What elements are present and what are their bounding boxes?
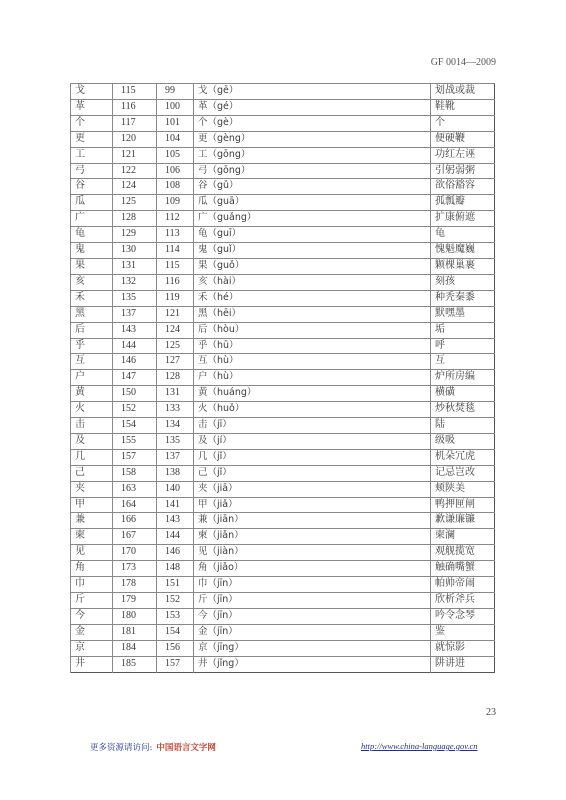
cell-index-b: 152 (157, 593, 194, 609)
cell-index-a: 131 (113, 258, 157, 274)
cell-example-chars: 机朵冗虎 (431, 449, 495, 465)
cell-index-a: 143 (113, 322, 157, 338)
table-row (71, 227, 495, 243)
cell-component-pinyin: 己（jǐ） (194, 465, 431, 481)
cell-component: 己 (71, 465, 113, 481)
cell-index-b: 100 (157, 99, 194, 115)
table-row (71, 577, 495, 593)
table-row (71, 84, 495, 100)
cell-index-b: 135 (157, 433, 194, 449)
cell-component-pinyin: 工（gōng） (194, 147, 431, 163)
cell-example-chars: 柬澜 (431, 529, 495, 545)
cell-index-a: 121 (113, 147, 157, 163)
cell-index-b: 131 (157, 386, 194, 402)
cell-component: 戈 (71, 84, 113, 100)
cell-index-a: 179 (113, 593, 157, 609)
cell-index-a: 157 (113, 449, 157, 465)
cell-component-pinyin: 亥（hài） (194, 274, 431, 290)
cell-example-chars: 引躬弱粥 (431, 163, 495, 179)
cell-index-b: 101 (157, 115, 194, 131)
cell-component: 广 (71, 211, 113, 227)
cell-example-chars: 鸭押匣闸 (431, 497, 495, 513)
cell-example-chars: 颊陕美 (431, 481, 495, 497)
cell-component: 工 (71, 147, 113, 163)
cell-index-a: 129 (113, 227, 157, 243)
cell-index-b: 115 (157, 258, 194, 274)
footer-prompt: 更多资源请访问: (90, 743, 153, 753)
cell-component: 甲 (71, 497, 113, 513)
cell-index-b: 137 (157, 449, 194, 465)
cell-index-a: 184 (113, 640, 157, 656)
table-row (71, 211, 495, 227)
cell-example-chars: 划战或裁 (431, 84, 495, 100)
cell-example-chars: 观舰揽宽 (431, 545, 495, 561)
cell-index-a: 120 (113, 131, 157, 147)
footer-brand: 中国语言文字网 (156, 743, 216, 753)
table-row (71, 402, 495, 418)
table-row (71, 656, 495, 672)
cell-example-chars: 愧魁魔巍 (431, 243, 495, 259)
footer-resource-note (90, 741, 216, 753)
cell-index-b: 114 (157, 243, 194, 259)
character-table (70, 83, 495, 673)
cell-index-b: 113 (157, 227, 194, 243)
cell-component: 金 (71, 624, 113, 640)
character-table-container (70, 83, 494, 673)
cell-component: 亥 (71, 274, 113, 290)
table-row (71, 640, 495, 656)
cell-component-pinyin: 广（guǎng） (194, 211, 431, 227)
cell-component-pinyin: 京（jīng） (194, 640, 431, 656)
cell-component: 个 (71, 115, 113, 131)
cell-component-pinyin: 黄（huáng） (194, 386, 431, 402)
cell-index-b: 127 (157, 354, 194, 370)
cell-index-a: 167 (113, 529, 157, 545)
cell-component: 京 (71, 640, 113, 656)
cell-component: 见 (71, 545, 113, 561)
cell-index-a: 147 (113, 370, 157, 386)
cell-component: 巾 (71, 577, 113, 593)
cell-component: 火 (71, 402, 113, 418)
cell-component: 果 (71, 258, 113, 274)
cell-component: 乎 (71, 338, 113, 354)
cell-example-chars: 呼 (431, 338, 495, 354)
cell-index-b: 116 (157, 274, 194, 290)
cell-example-chars: 炉所房编 (431, 370, 495, 386)
cell-component: 禾 (71, 290, 113, 306)
cell-index-b: 109 (157, 195, 194, 211)
cell-example-chars: 横磺 (431, 386, 495, 402)
cell-example-chars: 扩康俯遮 (431, 211, 495, 227)
cell-component-pinyin: 甲（jiǎ） (194, 497, 431, 513)
table-row (71, 243, 495, 259)
cell-example-chars: 记忌岂改 (431, 465, 495, 481)
cell-index-b: 99 (157, 84, 194, 100)
cell-index-a: 124 (113, 179, 157, 195)
cell-component-pinyin: 谷（gǔ） (194, 179, 431, 195)
cell-component-pinyin: 禾（hé） (194, 290, 431, 306)
table-row (71, 418, 495, 434)
cell-index-a: 180 (113, 608, 157, 624)
cell-component-pinyin: 火（huǒ） (194, 402, 431, 418)
cell-component-pinyin: 互（hù） (194, 354, 431, 370)
cell-component: 弓 (71, 163, 113, 179)
cell-index-b: 156 (157, 640, 194, 656)
cell-index-a: 158 (113, 465, 157, 481)
cell-component: 角 (71, 561, 113, 577)
cell-index-a: 116 (113, 99, 157, 115)
cell-index-b: 128 (157, 370, 194, 386)
table-row (71, 274, 495, 290)
table-row (71, 370, 495, 386)
cell-component: 后 (71, 322, 113, 338)
table-row (71, 131, 495, 147)
table-row (71, 433, 495, 449)
cell-component-pinyin: 见（jiàn） (194, 545, 431, 561)
table-row (71, 99, 495, 115)
cell-component: 谷 (71, 179, 113, 195)
cell-example-chars: 级吸 (431, 433, 495, 449)
cell-index-b: 144 (157, 529, 194, 545)
table-row (71, 513, 495, 529)
cell-component-pinyin: 乎（hū） (194, 338, 431, 354)
cell-component-pinyin: 柬（jiǎn） (194, 529, 431, 545)
cell-index-b: 108 (157, 179, 194, 195)
cell-index-a: 150 (113, 386, 157, 402)
table-row (71, 354, 495, 370)
cell-component-pinyin: 及（jí） (194, 433, 431, 449)
cell-example-chars: 颗棵巢裹 (431, 258, 495, 274)
cell-index-a: 178 (113, 577, 157, 593)
table-row (71, 179, 495, 195)
table-row (71, 306, 495, 322)
cell-component-pinyin: 今（jīn） (194, 608, 431, 624)
cell-index-a: 155 (113, 433, 157, 449)
table-row (71, 545, 495, 561)
cell-component-pinyin: 兼（jiān） (194, 513, 431, 529)
cell-index-b: 157 (157, 656, 194, 672)
cell-component-pinyin: 角（jiǎo） (194, 561, 431, 577)
page-number: 23 (486, 707, 496, 718)
table-row (71, 290, 495, 306)
cell-index-a: 137 (113, 306, 157, 322)
cell-example-chars: 就惊影 (431, 640, 495, 656)
cell-index-b: 143 (157, 513, 194, 529)
cell-example-chars: 阱讲进 (431, 656, 495, 672)
cell-index-a: 132 (113, 274, 157, 290)
cell-component-pinyin: 戈（gē） (194, 84, 431, 100)
cell-example-chars: 触确嘴蟹 (431, 561, 495, 577)
cell-index-a: 122 (113, 163, 157, 179)
cell-component: 革 (71, 99, 113, 115)
cell-example-chars: 功红左诬 (431, 147, 495, 163)
table-row (71, 338, 495, 354)
cell-index-b: 141 (157, 497, 194, 513)
cell-index-b: 148 (157, 561, 194, 577)
cell-index-b: 151 (157, 577, 194, 593)
cell-index-a: 117 (113, 115, 157, 131)
cell-index-a: 146 (113, 354, 157, 370)
cell-component-pinyin: 金（jīn） (194, 624, 431, 640)
cell-index-a: 125 (113, 195, 157, 211)
cell-index-b: 124 (157, 322, 194, 338)
cell-index-a: 181 (113, 624, 157, 640)
table-row (71, 258, 495, 274)
cell-index-a: 152 (113, 402, 157, 418)
cell-index-b: 105 (157, 147, 194, 163)
cell-index-b: 138 (157, 465, 194, 481)
cell-component-pinyin: 斤（jīn） (194, 593, 431, 609)
cell-index-a: 115 (113, 84, 157, 100)
cell-component: 黑 (71, 306, 113, 322)
cell-index-b: 104 (157, 131, 194, 147)
cell-component: 户 (71, 370, 113, 386)
cell-component: 瓜 (71, 195, 113, 211)
standard-code: GF 0014—2009 (430, 57, 496, 68)
cell-index-b: 112 (157, 211, 194, 227)
table-row (71, 115, 495, 131)
cell-component: 柬 (71, 529, 113, 545)
cell-component-pinyin: 击（jī） (194, 418, 431, 434)
table-row (71, 608, 495, 624)
table-row (71, 529, 495, 545)
cell-component: 更 (71, 131, 113, 147)
cell-example-chars: 龟 (431, 227, 495, 243)
table-row (71, 449, 495, 465)
cell-component-pinyin: 后（hòu） (194, 322, 431, 338)
cell-index-a: 135 (113, 290, 157, 306)
cell-example-chars: 帕帅帝闹 (431, 577, 495, 593)
cell-index-b: 134 (157, 418, 194, 434)
cell-index-a: 170 (113, 545, 157, 561)
cell-example-chars: 鞋靴 (431, 99, 495, 115)
cell-index-a: 163 (113, 481, 157, 497)
cell-component: 互 (71, 354, 113, 370)
cell-example-chars: 陆 (431, 418, 495, 434)
cell-index-a: 144 (113, 338, 157, 354)
cell-example-chars: 孤瓢瓣 (431, 195, 495, 211)
cell-component: 及 (71, 433, 113, 449)
cell-index-b: 146 (157, 545, 194, 561)
cell-example-chars: 炒秋焚毯 (431, 402, 495, 418)
table-row (71, 465, 495, 481)
cell-index-a: 164 (113, 497, 157, 513)
cell-component-pinyin: 巾（jīn） (194, 577, 431, 593)
cell-example-chars: 默嘿墨 (431, 306, 495, 322)
table-row (71, 593, 495, 609)
cell-component-pinyin: 更（gèng） (194, 131, 431, 147)
cell-component-pinyin: 鬼（guǐ） (194, 243, 431, 259)
cell-example-chars: 垢 (431, 322, 495, 338)
cell-component-pinyin: 户（hù） (194, 370, 431, 386)
cell-index-a: 166 (113, 513, 157, 529)
cell-example-chars: 种秃秦黍 (431, 290, 495, 306)
cell-component-pinyin: 龟（guī） (194, 227, 431, 243)
cell-example-chars: 欲俗豁容 (431, 179, 495, 195)
cell-component-pinyin: 几（jǐ） (194, 449, 431, 465)
cell-component: 鬼 (71, 243, 113, 259)
table-row (71, 147, 495, 163)
table-row (71, 481, 495, 497)
cell-component: 斤 (71, 593, 113, 609)
cell-component-pinyin: 井（jǐng） (194, 656, 431, 672)
cell-component-pinyin: 夹（jiā） (194, 481, 431, 497)
cell-index-b: 153 (157, 608, 194, 624)
cell-example-chars: 歉谦廉镰 (431, 513, 495, 529)
cell-component-pinyin: 弓（gōng） (194, 163, 431, 179)
table-row (71, 322, 495, 338)
table-row (71, 386, 495, 402)
cell-index-b: 106 (157, 163, 194, 179)
table-row (71, 497, 495, 513)
cell-index-a: 173 (113, 561, 157, 577)
cell-component: 黄 (71, 386, 113, 402)
table-row (71, 163, 495, 179)
cell-component-pinyin: 瓜（guā） (194, 195, 431, 211)
cell-component-pinyin: 个（gè） (194, 115, 431, 131)
cell-component: 今 (71, 608, 113, 624)
cell-component: 击 (71, 418, 113, 434)
table-row (71, 195, 495, 211)
cell-index-a: 185 (113, 656, 157, 672)
cell-component-pinyin: 果（guǒ） (194, 258, 431, 274)
cell-component: 龟 (71, 227, 113, 243)
cell-example-chars: 吟令念琴 (431, 608, 495, 624)
cell-index-b: 133 (157, 402, 194, 418)
cell-index-a: 154 (113, 418, 157, 434)
cell-index-b: 154 (157, 624, 194, 640)
table-row (71, 624, 495, 640)
cell-index-b: 121 (157, 306, 194, 322)
cell-component: 几 (71, 449, 113, 465)
cell-example-chars: 欣析斧兵 (431, 593, 495, 609)
cell-component: 井 (71, 656, 113, 672)
cell-component-pinyin: 革（gé） (194, 99, 431, 115)
cell-component-pinyin: 黑（hēi） (194, 306, 431, 322)
cell-index-a: 128 (113, 211, 157, 227)
cell-example-chars: 鉴 (431, 624, 495, 640)
cell-index-b: 140 (157, 481, 194, 497)
cell-index-a: 130 (113, 243, 157, 259)
cell-index-b: 125 (157, 338, 194, 354)
cell-index-b: 119 (157, 290, 194, 306)
cell-example-chars: 个 (431, 115, 495, 131)
cell-example-chars: 便硬鞭 (431, 131, 495, 147)
cell-example-chars: 刻孩 (431, 274, 495, 290)
table-row (71, 561, 495, 577)
cell-component: 夹 (71, 481, 113, 497)
cell-component: 兼 (71, 513, 113, 529)
cell-example-chars: 互 (431, 354, 495, 370)
footer-website-link[interactable]: http://www.china-language.gov.cn (361, 741, 478, 751)
